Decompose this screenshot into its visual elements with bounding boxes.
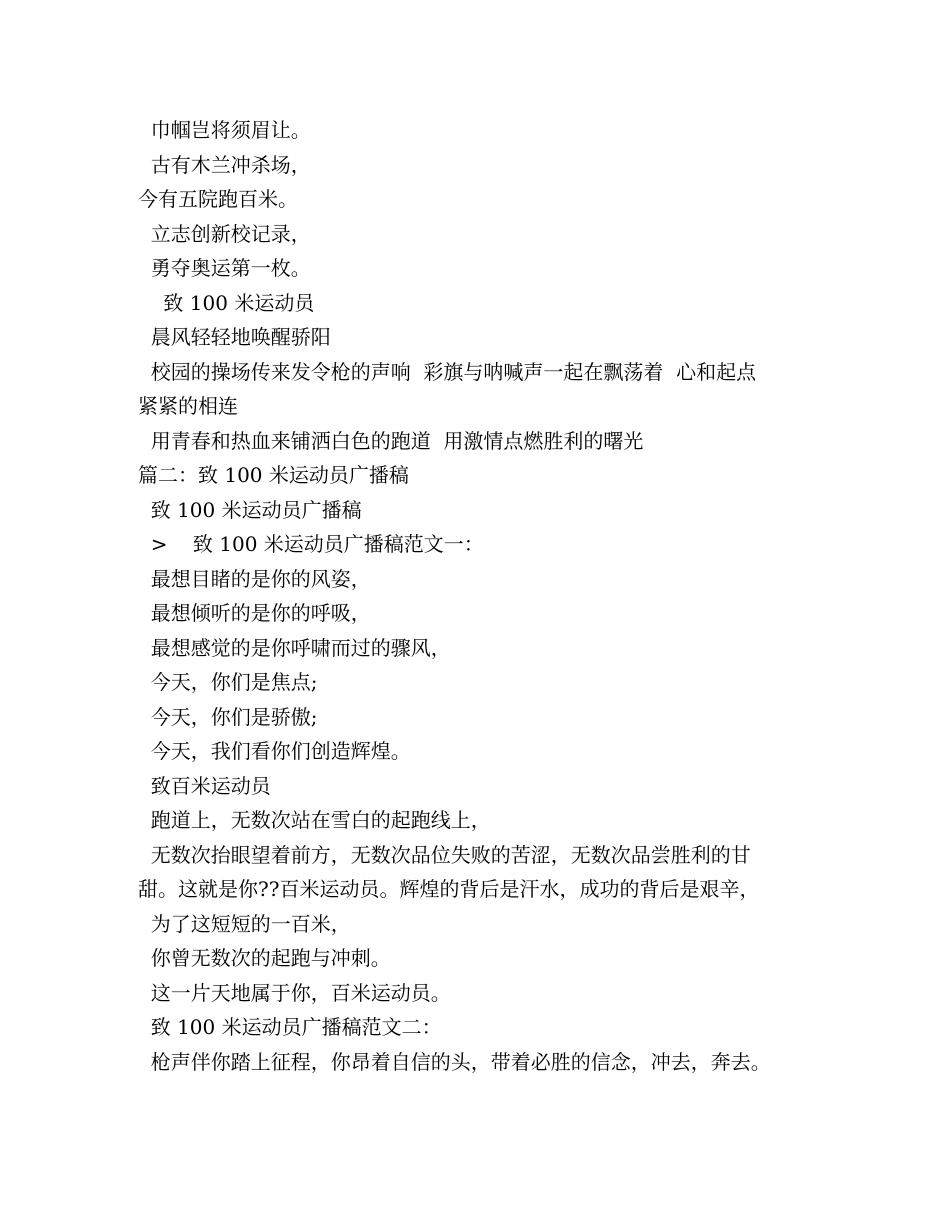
text-line: 无数次抬眼望着前方，无数次品位失败的苦涩，无数次品尝胜利的甘 [138, 842, 751, 867]
text-line: 为了这短短的一百米， [138, 911, 351, 936]
text-line: 今天，我们看你们创造辉煌。 [138, 739, 411, 763]
text-line: 巾帼岂将须眉让。 [138, 118, 311, 142]
section-heading: 致 100 米运动员广播稿范文二： [138, 1015, 442, 1039]
section-heading: 致 100 米运动员广播稿 [138, 497, 362, 522]
section-heading: 致百米运动员 [138, 773, 271, 798]
section-heading: > 致 100 米运动员广播稿范文一： [138, 532, 484, 556]
text-line: 最想目睹的是你的风姿， [138, 566, 371, 591]
text-line: 甜。这就是你??百米运动员。辉煌的背后是汗水，成功的背后是艰辛， [138, 877, 760, 901]
text-line: 这一片天地属于你，百米运动员。 [138, 980, 451, 1005]
text-line: 晨风轻轻地唤醒骄阳 [138, 325, 331, 349]
text-line: 立志创新校记录， [138, 221, 311, 246]
document-body [138, 113, 818, 1079]
text-line: 今天，你们是焦点; [138, 670, 318, 694]
text-line: 用青春和热血来铺洒白色的跑道 用激情点燃胜利的曙光 [138, 428, 644, 453]
section-heading: 致 100 米运动员 [138, 290, 315, 315]
text-line: 跑道上，无数次站在雪白的起跑线上， [138, 808, 491, 832]
text-line: 今天，你们是骄傲; [138, 704, 318, 729]
text-line: 枪声伴你踏上征程，你昂着自信的头，带着必胜的信念，冲去，奔去。 [138, 1049, 771, 1074]
text-line: 勇夺奥运第一枚。 [138, 256, 311, 280]
text-line: 校园的操场传来发令枪的声响 彩旗与呐喊声一起在飘荡着 心和起点 [138, 359, 757, 384]
text-line: 古有木兰冲杀场， [138, 152, 311, 177]
text-line: 你曾无数次的起跑与冲刺。 [138, 946, 391, 970]
text-line: 紧紧的相连 [138, 394, 238, 418]
text-line: 今有五院跑百米。 [138, 187, 298, 211]
text-line: 最想感觉的是你呼啸而过的骤风， [138, 635, 451, 660]
section-heading: 篇二：致 100 米运动员广播稿 [138, 463, 409, 487]
text-line: 最想倾听的是你的呼吸， [138, 601, 371, 625]
